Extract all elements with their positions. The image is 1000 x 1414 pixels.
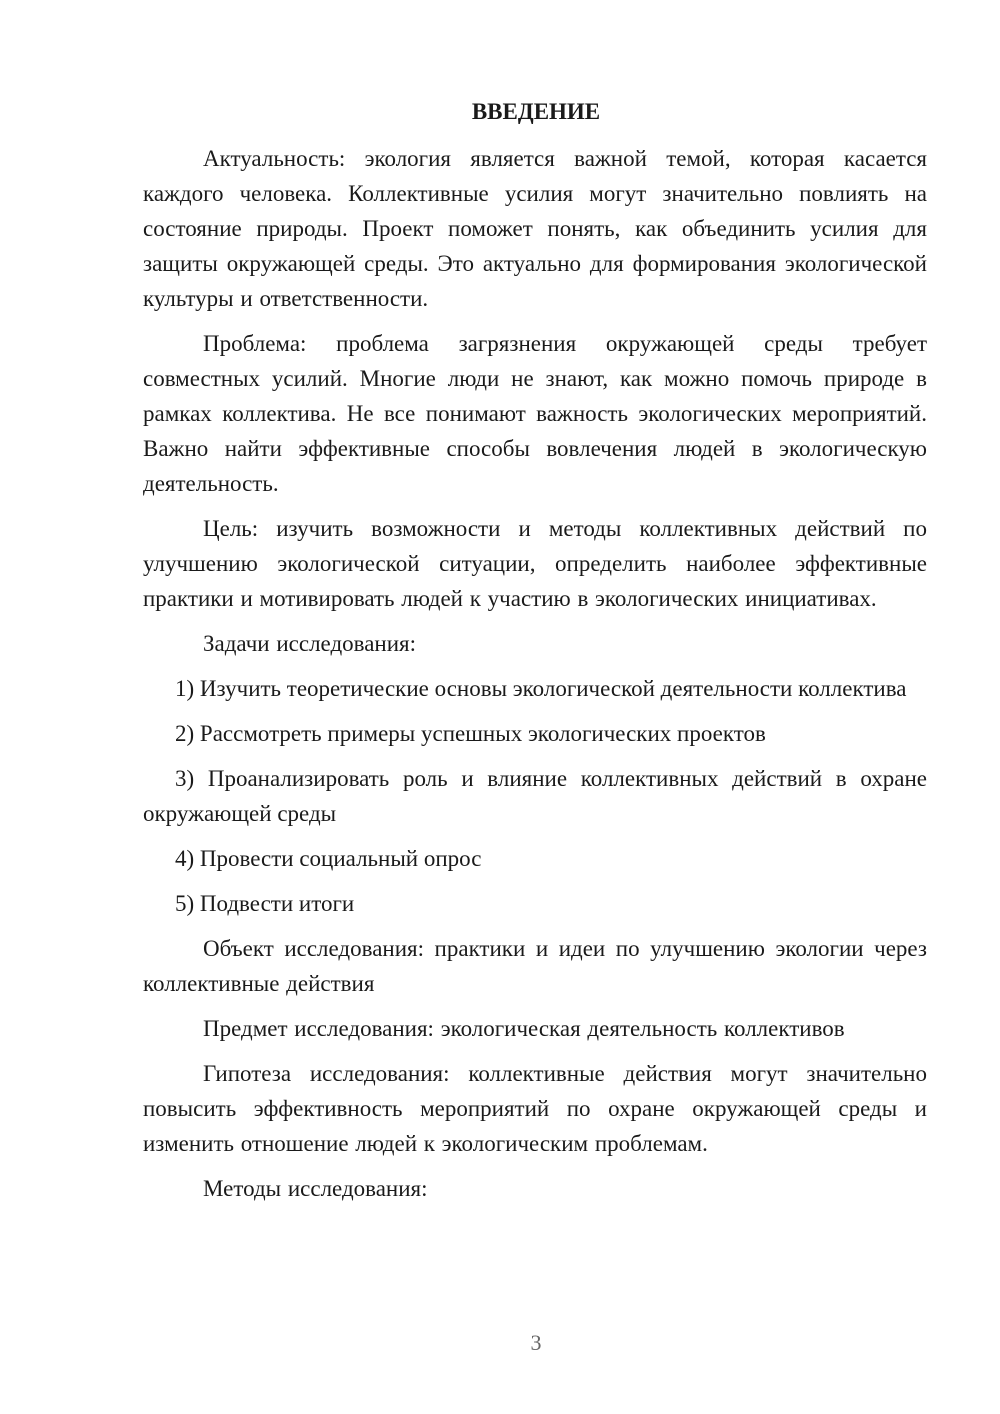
task-item-3: 3) Проанализировать роль и влияние коллективных действий в охране окружающей среды — [143, 766, 927, 826]
paragraph-tasks-heading: Задачи исследования: — [203, 631, 417, 656]
page-number: 3 — [530, 1330, 542, 1355]
paragraph-goal: Цель: изучить возможности и методы коллективных действий по улучшению экологической ситуации, определить наиболее эффективные практики и мотивировать людей к участию в экологических инициативах. — [143, 516, 927, 611]
task-item-2: 2) Рассмотреть примеры успешных экологических проектов — [175, 721, 766, 746]
paragraph-hypothesis: Гипотеза исследования: коллективные действия могут значительно повысить эффективность мероприятий по охране окружающей среды и изменить отношение людей к экологическим проблемам. — [143, 1061, 927, 1156]
section-title: ВВЕДЕНИЕ — [471, 99, 601, 124]
task-item-4: 4) Провести социальный опрос — [175, 846, 482, 871]
paragraph-relevance: Актуальность: экология является важной темой, которая касается каждого человека. Коллективные усилия могут значительно повлиять на состояние природы. Проект поможет понять, как объединить усилия для защиты окружающей среды. Это актуально для формирования экологической культуры и ответственности. — [143, 146, 927, 311]
paragraph-subject: Предмет исследования: экологическая деятельность коллективов — [203, 1016, 845, 1041]
paragraph-problem: Проблема: проблема загрязнения окружающей среды требует совместных усилий. Многие люди не знают, как можно помочь природе в рамках коллектива. Не все понимают важность экологических мероприятий. Важно найти эффективные способы вовлечения людей в экологическую деятельность. — [143, 331, 927, 496]
task-item-1: 1) Изучить теоретические основы экологической деятельности коллектива — [175, 676, 907, 701]
page-content — [143, 94, 927, 1216]
paragraph-methods-heading: Методы исследования: — [203, 1176, 428, 1201]
task-list — [143, 671, 927, 921]
task-item-5: 5) Подвести итоги — [175, 891, 355, 916]
paragraph-object: Объект исследования: практики и идеи по улучшению экологии через коллективные действия — [143, 936, 927, 996]
